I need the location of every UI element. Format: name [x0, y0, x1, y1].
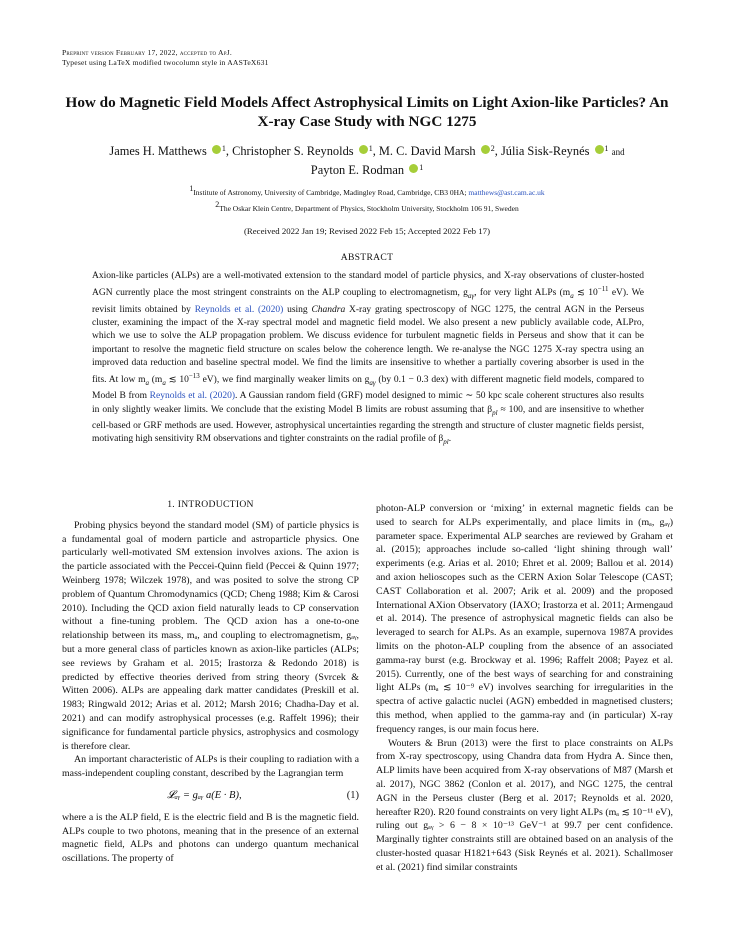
author-name: James H. Matthews	[109, 144, 207, 158]
affiliation-1: Institute of Astronomy, University of Cambridge, Madingley Road, Cambridge, CB3 0HA;	[193, 188, 467, 197]
affil-mark: 2	[215, 200, 220, 209]
right-column	[376, 502, 673, 875]
abstract-superscript: −13	[188, 372, 200, 381]
abstract-text	[92, 270, 644, 449]
left-column	[62, 498, 359, 866]
author-name: Christopher S. Reynolds	[232, 144, 354, 158]
citation-link[interactable]: Reynolds et al. (2020)	[149, 391, 236, 402]
authors-and: and	[611, 147, 625, 157]
intro-paragraph-2: An important characteristic of ALPs is their coupling to radiation with a mass-independent coupling constant, described by the Lagrangian term	[62, 754, 359, 780]
right-paragraph-2: Wouters & Brun (2013) were the first to place constraints on ALPs from X-ray spectroscopy, using Chandra data from Hydra A. Since then, ALP limits have been acquired from X-ray observations of M87 (Marsh et al. 2017), NGC 3862 (Conlon et al. 2017), and NGC 1275, the central AGN in the Perseus cluster (Berg et al. 2017; Reynolds et al. 2020, hereafter R20). R20 found constraints on very light ALPs (mₐ ≲ 10⁻¹¹ eV), ruling out gₐᵧ > 6 − 8 × 10⁻¹³ GeV⁻¹ at 99.7 per cent confidence. Marginally tighter constraints still are obtained based on an analysis of the cluster-hosted quasar H1821+643 (Sisk Reynés et al. 2021). Schallmoser et al. (2021) find similar constraints	[376, 737, 673, 873]
paper-title: How do Magnetic Field Models Affect Astrophysical Limits on Light Axion-like Particles? An X-ray Case Study with NGC 1275	[65, 94, 669, 130]
author-name: Júlia Sisk-Reynés	[500, 144, 590, 158]
section-heading: 1. INTRODUCTION	[167, 499, 254, 510]
abstract-fragment: using	[283, 304, 312, 315]
abstract-fragment: X-ray grating spectroscopy of NGC 1275, the central AGN in the Perseus cluster, examining the impact of the X-ray spectral model and magnetic field model. We also present a new publicly available code, ALPro, which we use to solve the ALP propagation problem. We discuss evidence for turbulent magnetic fields in Perseus and show that it can be important to resolve the magnetic field structure on scales below the coherence length. We re-analyse the NGC 1275 X-ray spectra using an improved data reduction and baseline spectral model. We find the limits are insensitive to whether a partially covering absorber is used in the fits. At low m	[92, 304, 645, 386]
abstract-heading: ABSTRACT	[340, 252, 394, 263]
affiliations	[60, 183, 674, 215]
abstract-fragment: . A Gaussian random field (GRF) model designed to mimic ∼ 50 kpc scale coherent structures also results in only slightly weaker limits. We conclude that the existing Model B limits are robust assuming that β	[92, 391, 644, 415]
abstract-fragment: (m	[148, 375, 163, 386]
abstract-fragment: , for very light ALPs (m	[474, 288, 571, 299]
equation-body: 𝓛ₐᵧ = gₐᵧ a(E · B),	[167, 789, 242, 801]
typeset-line: Typeset using LaTeX modified twocolumn style in AASTeX631	[62, 58, 269, 67]
intro-paragraph-1: Probing physics beyond the standard model (SM) of particle physics is a fundamental goal of modern particle and astroparticle physics. One particularly well-motivated SM extension involves axions. The axion is the particle associated with the Peccei-Quinn field (Peccei & Quinn 1977; Weinberg 1978; Wilczek 1978), and was posited to solve the strong CP problem of Quantum Chromodynamics (QCD; Cheng 1988; Kim & Carosi 2010). Including the QCD axion field naturally leads to CP conservation without a fine-tuning problem. The QCD axion has a one-to-one relationship between its mass, mₐ, and coupling to electromagnetism, gₐᵧ, but a more general class of particles known as axion-like particles (ALPs; see reviews by Graham et al. 2015; Irastorza & Redondo 2018) is predicted by effective theories derived from string theory (Svrcek & Witten 2006). ALPs are appealing dark matter candidates (Preskill et al. 1983; Ringwald 2012; Arias et al. 2012; Marsh 2016; Chadha-Day et al. 2021) and can modify astrophysical processes (e.g. Raffelt 1996); their significance for fundamental particle physics, astrophysics and cosmology is therefore clear.	[62, 519, 359, 752]
citation-link[interactable]: Reynolds et al. (2020)	[194, 304, 284, 315]
author-name: M. C. David Marsh	[378, 144, 476, 158]
intro-paragraph-3: where a is the ALP field, E is the electric field and B is the magnetic field. ALPs couple to two photons, meaning that in the presence of an external magnetic field, ALPs and photons can undergo quantum mechanical oscillations. The property of	[62, 811, 359, 865]
author-affil-mark: 2	[490, 144, 495, 153]
abstract-subscript: a	[145, 379, 149, 388]
abstract-subscript: a	[162, 379, 166, 388]
abstract-subscript: aγ	[467, 292, 475, 301]
orcid-icon[interactable]	[595, 145, 604, 154]
submission-dates: (Received 2022 Jan 19; Revised 2022 Feb 15; Accepted 2022 Feb 17)	[243, 226, 491, 236]
affil-mark: 1	[189, 184, 194, 193]
abstract-fragment: ≈ 100, and are insensitive to whether cell-based or GRF methods are used. However, astrophysical uncertainties regarding the strength and structure of cluster magnetic fields persist, motivating high sensitivity RM observations and tighter constraints on the radial profile of β	[92, 404, 644, 445]
equation-number: (1)	[346, 789, 359, 801]
author-list: James H. Matthews $^1$, Christopher S. Reynolds $^1$, M. C. David Marsh $^2$, Júlia Sisk-Reynés $^1$ and Payton E. Rodman $^1$	[109, 144, 625, 177]
abstract-superscript: −11	[597, 285, 609, 294]
preprint-line: Preprint version February 17, 2022, accepted to ApJ.	[62, 48, 232, 57]
orcid-icon[interactable]	[409, 164, 418, 173]
author-affil-mark: 1	[604, 144, 609, 153]
abstract-fragment: eV), we find marginally weaker limits on g	[199, 375, 370, 386]
author-affil-mark: 1	[221, 144, 226, 153]
abstract-subscript: pl	[492, 408, 498, 417]
author-name: Payton E. Rodman	[310, 163, 405, 177]
abstract-subscript: a	[570, 292, 574, 301]
author-affil-mark: 1	[419, 163, 424, 172]
abstract-fragment: (by 0.1 − 0.3 dex) with different magnetic field models, compared to Model B from	[92, 375, 644, 402]
preprint-header	[62, 48, 269, 68]
orcid-icon[interactable]	[481, 145, 490, 154]
abstract-fragment: Axion-like particles (ALPs) are a well-motivated extension to the standard model of particle physics, and X-ray observations of cluster-hosted AGN currently place the most stringent constraints on the ALP coupling to electromagnetism, g	[92, 271, 644, 299]
abstract-fragment: eV). We revisit limits obtained by	[92, 288, 644, 315]
abstract-fragment: ≲ 10	[165, 375, 189, 386]
author-affil-mark: 1	[368, 144, 373, 153]
abstract-subscript: pl	[443, 438, 449, 447]
abstract-fragment: ≲ 10	[573, 288, 598, 299]
orcid-icon[interactable]	[212, 145, 221, 154]
equation-1	[62, 789, 359, 803]
author-email-link[interactable]: matthews@ast.cam.ac.uk	[468, 188, 545, 197]
abstract-italic: Chandra	[311, 304, 346, 315]
right-paragraph-1: photon-ALP conversion or ‘mixing’ in external magnetic fields can be used to search for ALPs experimentally, and place limits in (mₐ, gₐᵧ) parameter space. Experimental ALP searches are reviewed by Graham et al. (2015); approaches include so-called ‘light shining through wall’ experiments (e.g. Arias et al. 2010; Ehret et al. 2009; Ballou et al. 2014) and axion helioscopes such as the CERN Axion Solar Telescope (CAST; CAST Collaboration et al. 2007; Arik et al. 2009) and the proposed International AXion Observatory (IAXO; Irastorza et al. 2011; Armengaud et al. 2014). The presence of astrophysical magnetic fields can also be leveraged to search for ALPs. As an example, supernova 1987A provides limits on the photon-ALP coupling from the absence of an associated gamma-ray burst (e.g. Brockway et al. 1996; Raffelt 2008; Payez et al. 2015). Currently, one of the best ways of searching for and constraining light ALPs (mₐ ≲ 10⁻⁹ eV) involves searching for irregularities in the spectra of active galactic nuclei (AGN) embedded in magnetised clusters; this method, when applied to the gamma-ray and (in particular) X-ray frequency ranges, is our main focus here.	[376, 503, 673, 735]
abstract-fragment: .	[448, 434, 452, 445]
orcid-icon[interactable]	[359, 145, 368, 154]
abstract-subscript: aγ	[369, 379, 376, 388]
affiliation-2: The Oskar Klein Centre, Department of Physics, Stockholm University, Stockholm 106 91, Sweden	[219, 204, 519, 213]
